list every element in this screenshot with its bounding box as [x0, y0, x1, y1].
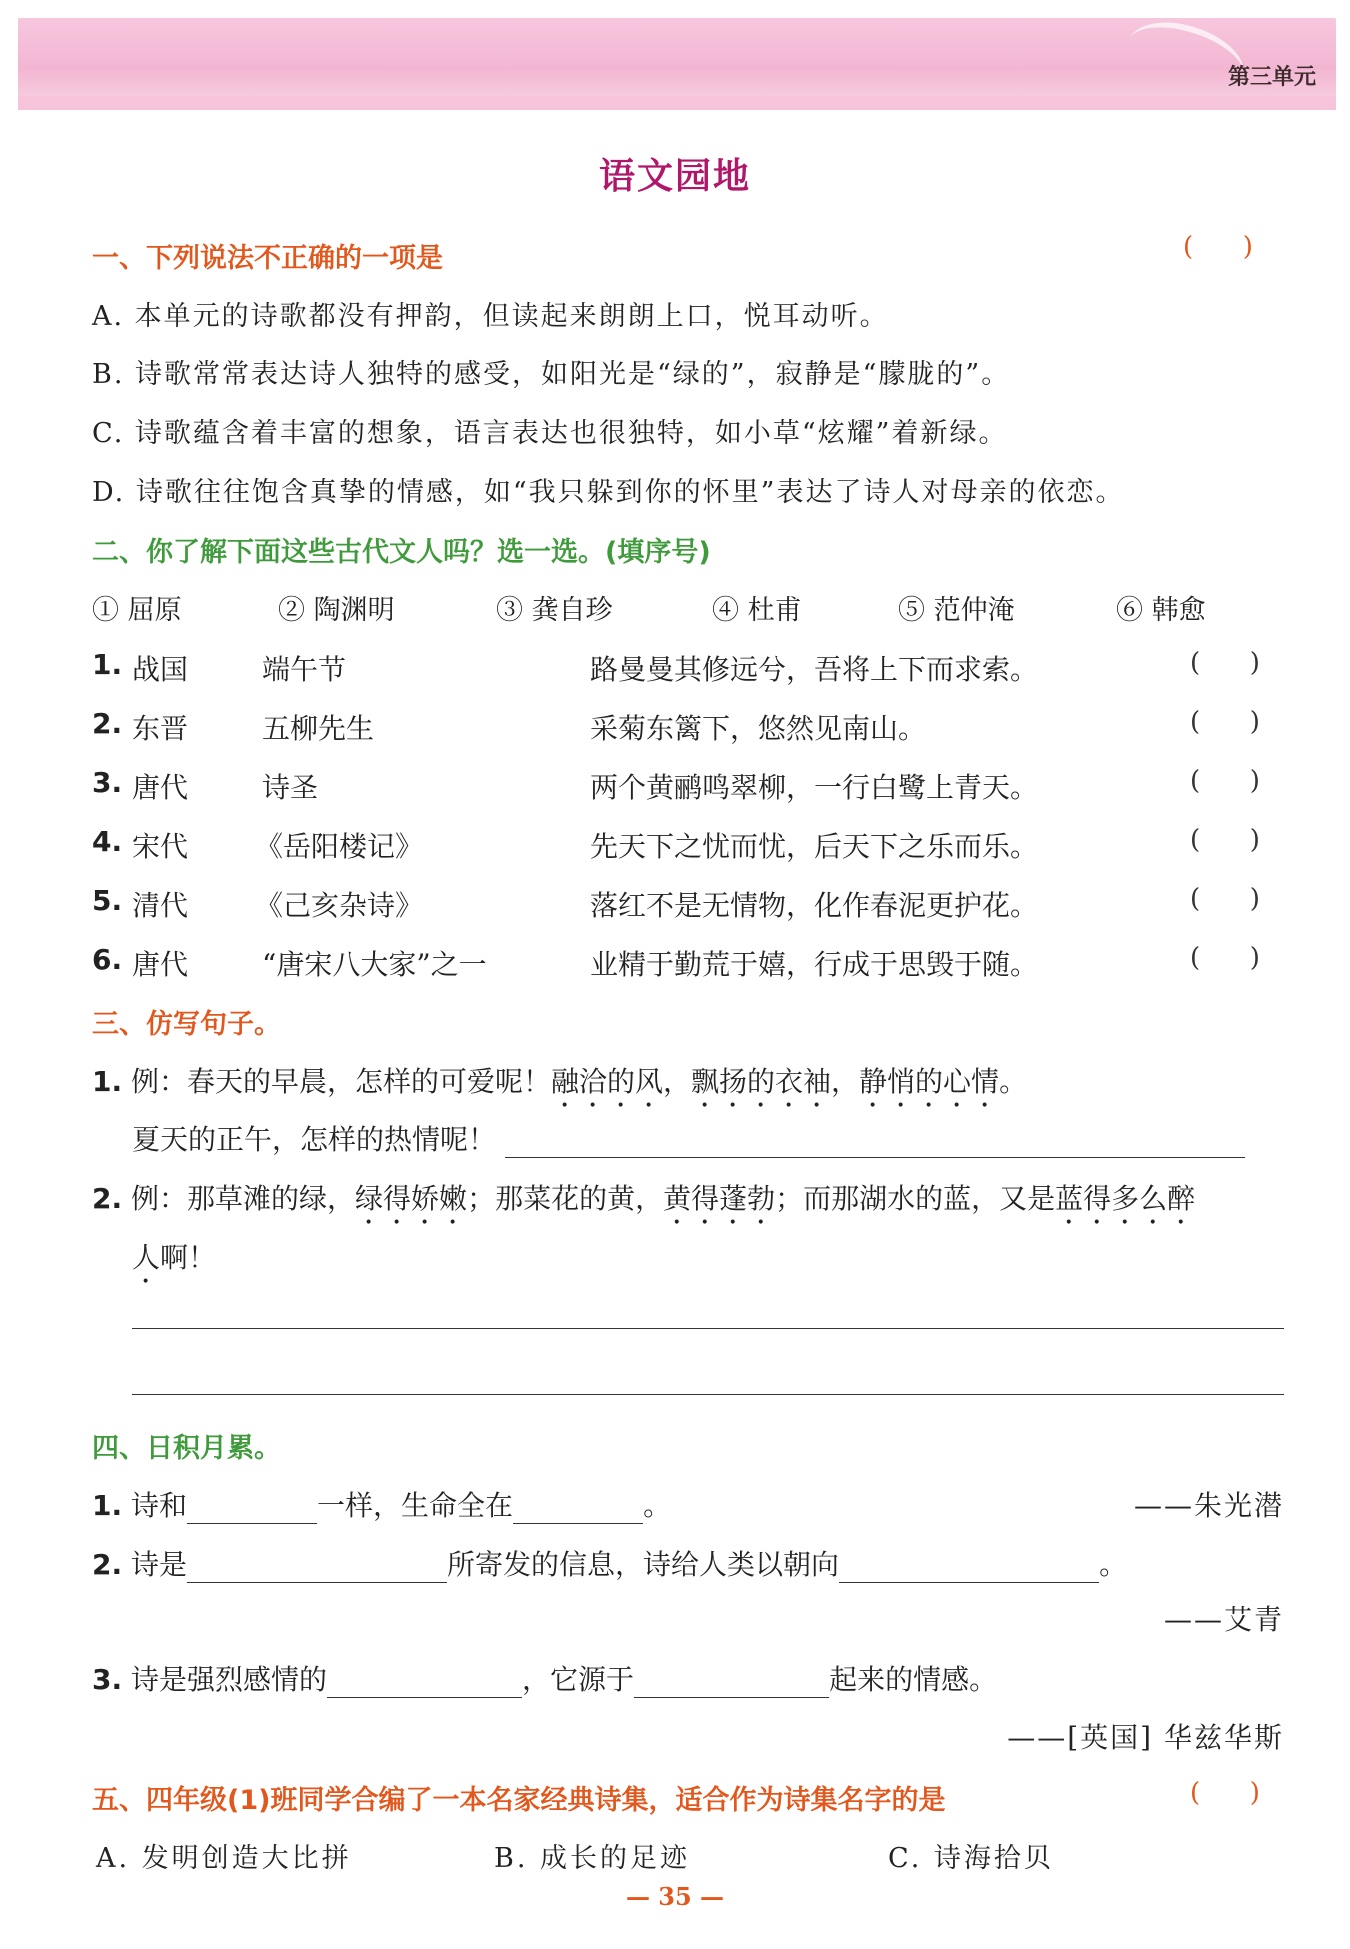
question-number: 2.	[92, 1182, 123, 1215]
s5-option-a: A. 发明创造大比拼	[96, 1843, 352, 1874]
s5-option-c: C. 诗海拾贝	[888, 1843, 1054, 1874]
s3-q1-prompt	[132, 1118, 1245, 1158]
answer-blank[interactable]	[187, 1552, 447, 1583]
s1-option-d: D. 诗歌往往饱含真挚的情感，如“我只躲到你的怀里”表达了诗人对母亲的依恋。	[92, 477, 1125, 508]
section-3-heading: 三、仿写句子。	[92, 1009, 281, 1040]
row-clue: 端午节	[262, 653, 347, 686]
example-text: 例：那草滩的绿，	[131, 1182, 356, 1215]
row-answer-paren: ( )	[1190, 825, 1260, 855]
answer-line-1[interactable]	[132, 1328, 1284, 1329]
answer-blank[interactable]	[513, 1493, 643, 1524]
row-quote: 采菊东篱下，悠然见南山。	[590, 712, 927, 745]
sentence-end: 。	[999, 1065, 1028, 1098]
question-text: 。	[643, 1489, 672, 1522]
name-option-2: ② 陶渊明	[278, 595, 395, 626]
quote-author-1: ——朱光潜	[1133, 1489, 1284, 1522]
quote-author-3: ——[英国] 华兹华斯	[1007, 1721, 1284, 1754]
answer-blank[interactable]	[839, 1552, 1099, 1583]
row-number: 1.	[92, 648, 123, 681]
question-text: 诗和	[131, 1489, 188, 1522]
row-number: 4.	[92, 825, 123, 858]
row-quote: 先天下之忧而忧，后天下之乐而乐。	[590, 830, 1039, 863]
section-5-answer-paren: ( )	[1190, 1778, 1260, 1808]
s1-option-b: B. 诗歌常常表达诗人独特的感受，如阳光是“绿的”，寂静是“朦胧的”。	[92, 359, 1011, 390]
answer-blank[interactable]	[634, 1667, 829, 1698]
banner-decoration	[1119, 9, 1254, 109]
example-text: 啊！	[160, 1241, 217, 1274]
s3-q2-continued	[132, 1236, 216, 1290]
quote-author-2: ——艾青	[1163, 1603, 1284, 1636]
unit-label: 第三单元	[1227, 65, 1316, 90]
section-2-heading: 二、你了解下面这些古代文人吗？选一选。(填序号)	[92, 537, 711, 568]
s3-q1-example	[92, 1060, 1027, 1114]
s1-option-c: C. 诗歌蕴含着丰富的想象，语言表达也很独特，如小草“炫耀”着新绿。	[92, 418, 1008, 449]
row-clue: 诗圣	[262, 771, 319, 804]
row-quote: 落红不是无情物，化作春泥更护花。	[590, 889, 1039, 922]
question-text: 。	[1099, 1548, 1128, 1581]
s4-q1	[92, 1484, 671, 1524]
row-number: 3.	[92, 766, 123, 799]
emphasized-text: 蓝得多么醉	[1055, 1182, 1196, 1215]
row-quote: 业精于勤荒于嬉，行成于思毁于随。	[590, 948, 1039, 981]
emphasized-text: 融洽的风，飘扬的衣袖，静悄的心情	[551, 1065, 1000, 1098]
example-text: ；而那湖水的蓝，又是	[775, 1182, 1056, 1215]
row-answer-paren: ( )	[1190, 943, 1260, 973]
section-1-heading: 一、下列说法不正确的一项是	[92, 243, 443, 274]
name-option-1: ① 屈原	[92, 595, 182, 626]
answer-blank[interactable]	[187, 1493, 317, 1524]
row-number: 5.	[92, 884, 123, 917]
page-title: 语文园地	[598, 156, 751, 197]
row-quote: 路曼曼其修远兮，吾将上下而求索。	[590, 653, 1039, 686]
emphasized-text: 黄得蓬勃	[663, 1182, 776, 1215]
row-era: 东晋	[132, 712, 189, 745]
row-era: 清代	[132, 889, 189, 922]
question-text: 所寄发的信息，诗给人类以朝向	[447, 1548, 840, 1581]
answer-blank[interactable]	[327, 1667, 522, 1698]
question-number: 2.	[92, 1548, 123, 1581]
question-number: 1.	[92, 1489, 123, 1522]
question-text: 起来的情感。	[829, 1663, 998, 1696]
section-5-heading: 五、四年级(1)班同学合编了一本名家经典诗集，适合作为诗集名字的是	[92, 1785, 946, 1816]
section-4-heading: 四、日积月累。	[92, 1433, 281, 1464]
name-option-6: ⑥ 韩愈	[1116, 595, 1206, 626]
row-era: 唐代	[132, 948, 189, 981]
s3-q2-example	[92, 1177, 1195, 1231]
row-answer-paren: ( )	[1190, 884, 1260, 914]
row-clue: “唐宋八大家”之一	[262, 948, 487, 981]
emphasized-text: 人	[132, 1241, 161, 1274]
row-number: 6.	[92, 943, 123, 976]
row-clue: 《岳阳楼记》	[255, 830, 424, 863]
answer-line-2[interactable]	[132, 1394, 1284, 1395]
question-text: 诗是	[131, 1548, 188, 1581]
row-answer-paren: ( )	[1190, 766, 1260, 796]
row-era: 唐代	[132, 771, 189, 804]
name-option-5: ⑤ 范仲淹	[898, 595, 1015, 626]
question-text: ，它源于	[522, 1663, 635, 1696]
row-quote: 两个黄鹂鸣翠柳，一行白鹭上青天。	[590, 771, 1039, 804]
header-banner	[18, 18, 1336, 110]
s5-option-b: B. 成长的足迹	[494, 1843, 691, 1874]
question-text: 一样，生命全在	[317, 1489, 514, 1522]
section-1-answer-paren: ( )	[1183, 232, 1253, 262]
question-text: 诗是强烈感情的	[131, 1663, 328, 1696]
name-option-4: ④ 杜甫	[712, 595, 802, 626]
banner-stripe	[18, 96, 1336, 110]
prompt-text: 夏天的正午，怎样的热情呢！	[132, 1123, 497, 1156]
example-text: ；那菜花的黄，	[467, 1182, 664, 1215]
row-answer-paren: ( )	[1190, 707, 1260, 737]
name-option-3: ③ 龚自珍	[496, 595, 613, 626]
row-clue: 《己亥杂诗》	[255, 889, 424, 922]
emphasized-text: 绿得娇嫩	[355, 1182, 468, 1215]
question-number: 1.	[92, 1065, 123, 1098]
example-text: 例：春天的早晨，怎样的可爱呢！	[131, 1065, 552, 1098]
row-era: 宋代	[132, 830, 189, 863]
question-number: 3.	[92, 1663, 123, 1696]
row-era: 战国	[132, 653, 189, 686]
s1-option-a: A. 本单元的诗歌都没有押韵，但读起来朗朗上口，悦耳动听。	[92, 301, 889, 332]
answer-blank[interactable]	[505, 1127, 1245, 1158]
page-number: — 35 —	[625, 1882, 725, 1911]
row-number: 2.	[92, 707, 123, 740]
row-clue: 五柳先生	[262, 712, 375, 745]
row-answer-paren: ( )	[1190, 648, 1260, 678]
s4-q3	[92, 1658, 997, 1698]
s4-q2	[92, 1543, 1127, 1583]
